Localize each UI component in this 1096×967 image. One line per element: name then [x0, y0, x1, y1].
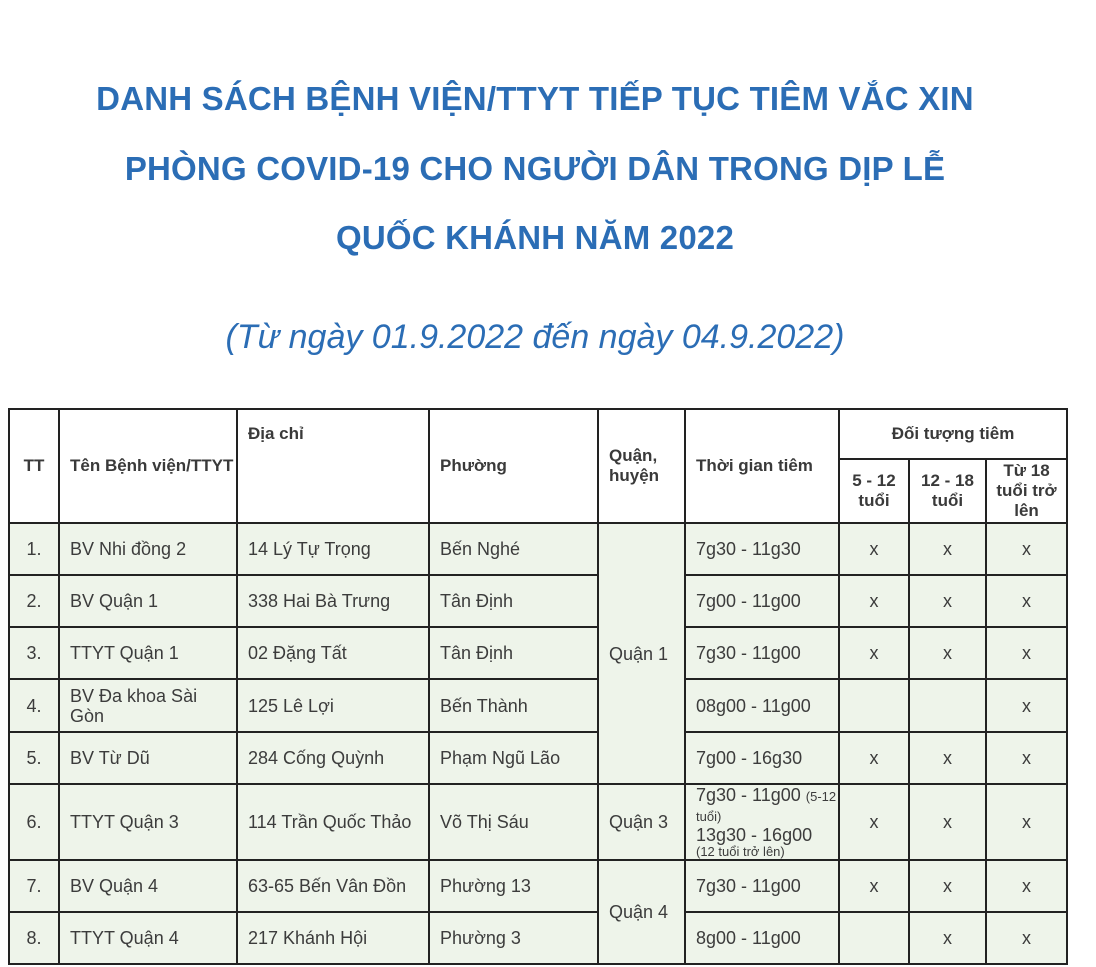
- row-name: TTYT Quận 1: [59, 627, 237, 679]
- header-tt: TT: [9, 409, 59, 523]
- title-line-3: QUỐC KHÁNH NĂM 2022: [335, 219, 735, 256]
- header-ward: Phường: [429, 409, 598, 523]
- row-time: 7g00 - 16g30: [685, 732, 839, 784]
- table-row: [9, 732, 1067, 784]
- title-line-2: PHÒNG COVID-19 CHO NGƯỜI DÂN TRONG DỊP LỄ: [124, 150, 946, 187]
- table-row: [9, 912, 1067, 964]
- row-mark-18-up: x: [986, 912, 1067, 964]
- row-district-q3: Quận 3: [598, 784, 685, 860]
- row-tt: 6.: [9, 784, 59, 860]
- table-row: [9, 523, 1067, 575]
- row-mark-5-12: [839, 912, 909, 964]
- row-mark-18-up: x: [986, 860, 1067, 912]
- row-time-afternoon-note: (12 tuổi trở lên): [696, 844, 785, 859]
- header-age-5-12: 5 - 12 tuổi: [839, 459, 909, 523]
- hospital-table: [8, 408, 1068, 965]
- row-address: 338 Hai Bà Trưng: [237, 575, 429, 627]
- row-ward: Tân Định: [429, 627, 598, 679]
- header-age-12-18: 12 - 18 tuổi: [909, 459, 986, 523]
- row-ward: Phường 3: [429, 912, 598, 964]
- row-mark-5-12: x: [839, 523, 909, 575]
- row-tt: 1.: [9, 523, 59, 575]
- row-name: BV Nhi đồng 2: [59, 523, 237, 575]
- row-address: 284 Cống Quỳnh: [237, 732, 429, 784]
- table-row: [9, 627, 1067, 679]
- row-time-split: [685, 784, 839, 860]
- row-mark-5-12: x: [839, 575, 909, 627]
- row-name: TTYT Quận 4: [59, 912, 237, 964]
- row-tt: 3.: [9, 627, 59, 679]
- row-time: 08g00 - 11g00: [685, 679, 839, 732]
- row-name: BV Quận 4: [59, 860, 237, 912]
- table-row: [9, 575, 1067, 627]
- row-mark-18-up: x: [986, 732, 1067, 784]
- row-mark-12-18: x: [909, 860, 986, 912]
- row-address: 217 Khánh Hội: [237, 912, 429, 964]
- header-age-18-up: Từ 18 tuổi trở lên: [986, 459, 1067, 523]
- row-tt: 7.: [9, 860, 59, 912]
- row-mark-18-up: x: [986, 679, 1067, 732]
- row-mark-18-up: x: [986, 627, 1067, 679]
- row-mark-5-12: x: [839, 860, 909, 912]
- row-mark-12-18: x: [909, 912, 986, 964]
- header-address: Địa chỉ: [237, 409, 429, 523]
- row-name: BV Từ Dũ: [59, 732, 237, 784]
- row-mark-18-up: x: [986, 575, 1067, 627]
- header-district: Quận, huyện: [598, 409, 685, 523]
- row-ward: Phạm Ngũ Lão: [429, 732, 598, 784]
- row-name: BV Đa khoa Sài Gòn: [59, 679, 237, 732]
- date-range-subtitle: (Từ ngày 01.9.2022 đến ngày 04.9.2022): [225, 318, 845, 356]
- row-mark-18-up: x: [986, 523, 1067, 575]
- row-mark-18-up: x: [986, 784, 1067, 860]
- row-mark-12-18: [909, 679, 986, 732]
- header-target-group: Đối tượng tiêm: [839, 409, 1067, 459]
- table-row: [9, 860, 1067, 912]
- row-tt: 8.: [9, 912, 59, 964]
- row-tt: 5.: [9, 732, 59, 784]
- row-mark-5-12: [839, 679, 909, 732]
- table-row: [9, 784, 1067, 860]
- row-name: BV Quận 1: [59, 575, 237, 627]
- row-tt: 2.: [9, 575, 59, 627]
- row-mark-12-18: x: [909, 575, 986, 627]
- row-name: TTYT Quận 3: [59, 784, 237, 860]
- row-mark-12-18: x: [909, 523, 986, 575]
- row-time-morning: 7g30 - 11g00: [696, 785, 801, 805]
- row-time: 7g30 - 11g00: [685, 627, 839, 679]
- row-mark-5-12: x: [839, 627, 909, 679]
- row-address: 14 Lý Tự Trọng: [237, 523, 429, 575]
- row-ward: Bến Nghé: [429, 523, 598, 575]
- row-time-afternoon: 13g30 - 16g00: [696, 825, 813, 845]
- row-district-q1: Quận 1: [598, 523, 685, 784]
- row-time: 7g30 - 11g30: [685, 523, 839, 575]
- row-ward: Võ Thị Sáu: [429, 784, 598, 860]
- row-address: 02 Đặng Tất: [237, 627, 429, 679]
- row-time: 7g00 - 11g00: [685, 575, 839, 627]
- row-ward: Tân Định: [429, 575, 598, 627]
- row-mark-5-12: x: [839, 732, 909, 784]
- row-time-morning-note: (5-12 tuổi): [696, 789, 837, 824]
- row-address: 125 Lê Lợi: [237, 679, 429, 732]
- row-address: 114 Trần Quốc Thảo: [237, 784, 429, 860]
- row-district-q4: Quận 4: [598, 860, 685, 964]
- row-ward: Bến Thành: [429, 679, 598, 732]
- row-address: 63-65 Bến Vân Đồn: [237, 860, 429, 912]
- row-tt: 4.: [9, 679, 59, 732]
- row-mark-12-18: x: [909, 732, 986, 784]
- row-mark-12-18: x: [909, 627, 986, 679]
- row-ward: Phường 13: [429, 860, 598, 912]
- table-header: [9, 409, 1067, 523]
- table-row: [9, 679, 1067, 732]
- row-time: 7g30 - 11g00: [685, 860, 839, 912]
- row-mark-5-12: x: [839, 784, 909, 860]
- header-time: Thời gian tiêm: [685, 409, 839, 523]
- title-line-1: DANH SÁCH BỆNH VIỆN/TTYT TIẾP TỤC TIÊM VẮC XIN: [96, 80, 974, 117]
- header-name: Tên Bệnh viện/TTYT: [59, 409, 237, 523]
- row-mark-12-18: x: [909, 784, 986, 860]
- row-time: 8g00 - 11g00: [685, 912, 839, 964]
